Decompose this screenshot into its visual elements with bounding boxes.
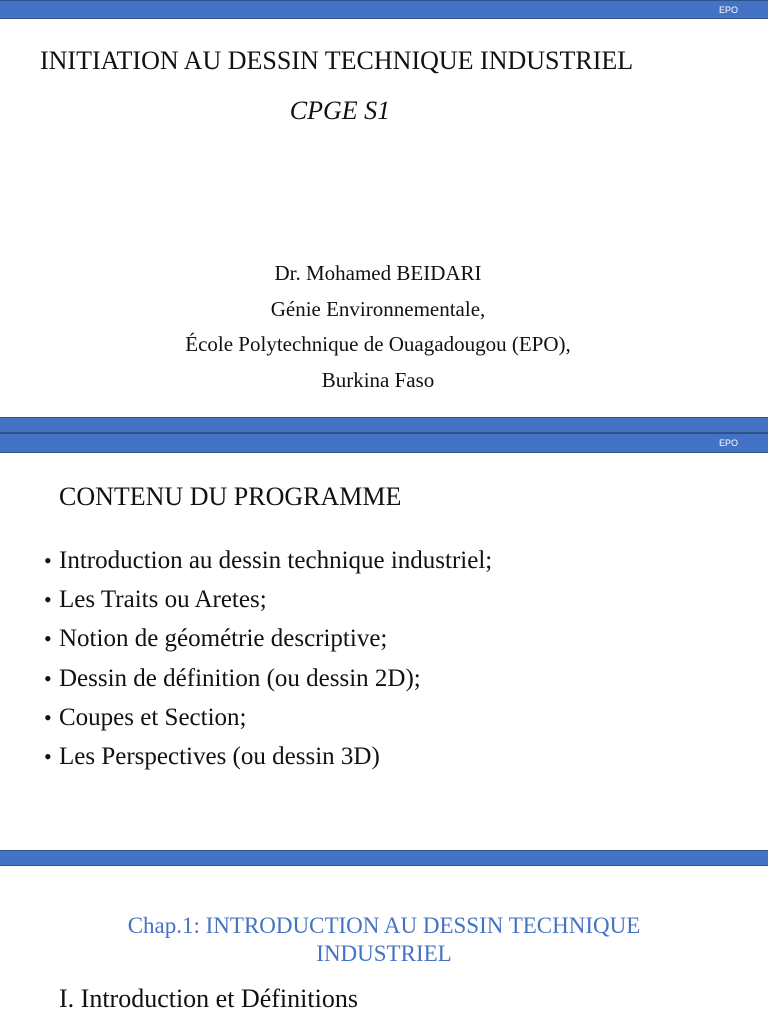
section-title: I. Introduction et Définitions xyxy=(59,984,358,1013)
bullet-icon: • xyxy=(44,665,52,691)
list-item xyxy=(40,621,492,660)
slide1-title: INITIATION AU DESSIN TECHNIQUE INDUSTRIEL xyxy=(40,46,634,75)
list-item xyxy=(40,661,492,700)
slide1-header-bar xyxy=(0,0,768,19)
author-country: Burkina Faso xyxy=(321,367,435,392)
bullet-icon: • xyxy=(44,587,52,613)
author-name: Dr. Mohamed BEIDARI xyxy=(274,261,482,285)
slide2-header-bar xyxy=(0,433,768,453)
slide2-footer-bar xyxy=(0,850,768,866)
chapter-title-line1: Chap.1: INTRODUCTION AU DESSIN TECHNIQUE xyxy=(127,913,641,938)
list-item xyxy=(40,582,492,621)
list-item xyxy=(40,700,492,739)
bullet-icon: • xyxy=(44,704,52,730)
author-department: Génie Environnementale, xyxy=(270,296,486,321)
list-item xyxy=(40,739,492,778)
slide1-subtitle: CPGE S1 xyxy=(289,96,391,125)
chapter-title xyxy=(0,912,768,968)
bullet-icon: • xyxy=(44,626,52,652)
slide1-header-tag: EPO xyxy=(718,4,738,15)
chapter-title-line2: INDUSTRIEL xyxy=(316,941,452,966)
author-block xyxy=(0,256,756,398)
list-item-text: Les Perspectives (ou dessin 3D) xyxy=(59,742,380,770)
list-item-text: Dessin de définition (ou dessin 2D); xyxy=(59,664,421,692)
author-institution: École Polytechnique de Ouagadougou (EPO), xyxy=(185,332,571,356)
slide1-footer-bar xyxy=(0,417,768,433)
list-item-text: Coupes et Section; xyxy=(59,703,247,731)
list-item-text: Introduction au dessin technique industriel; xyxy=(59,547,493,574)
list-item xyxy=(40,543,492,582)
slide2-title: CONTENU DU PROGRAMME xyxy=(59,482,402,511)
slide2-header-tag: EPO xyxy=(718,438,738,448)
list-item-text: Les Traits ou Aretes; xyxy=(59,586,267,614)
bullet-icon: • xyxy=(44,548,52,573)
bullet-icon: • xyxy=(44,743,52,769)
list-item-text: Notion de géométrie descriptive; xyxy=(59,625,388,653)
program-list xyxy=(40,543,492,778)
